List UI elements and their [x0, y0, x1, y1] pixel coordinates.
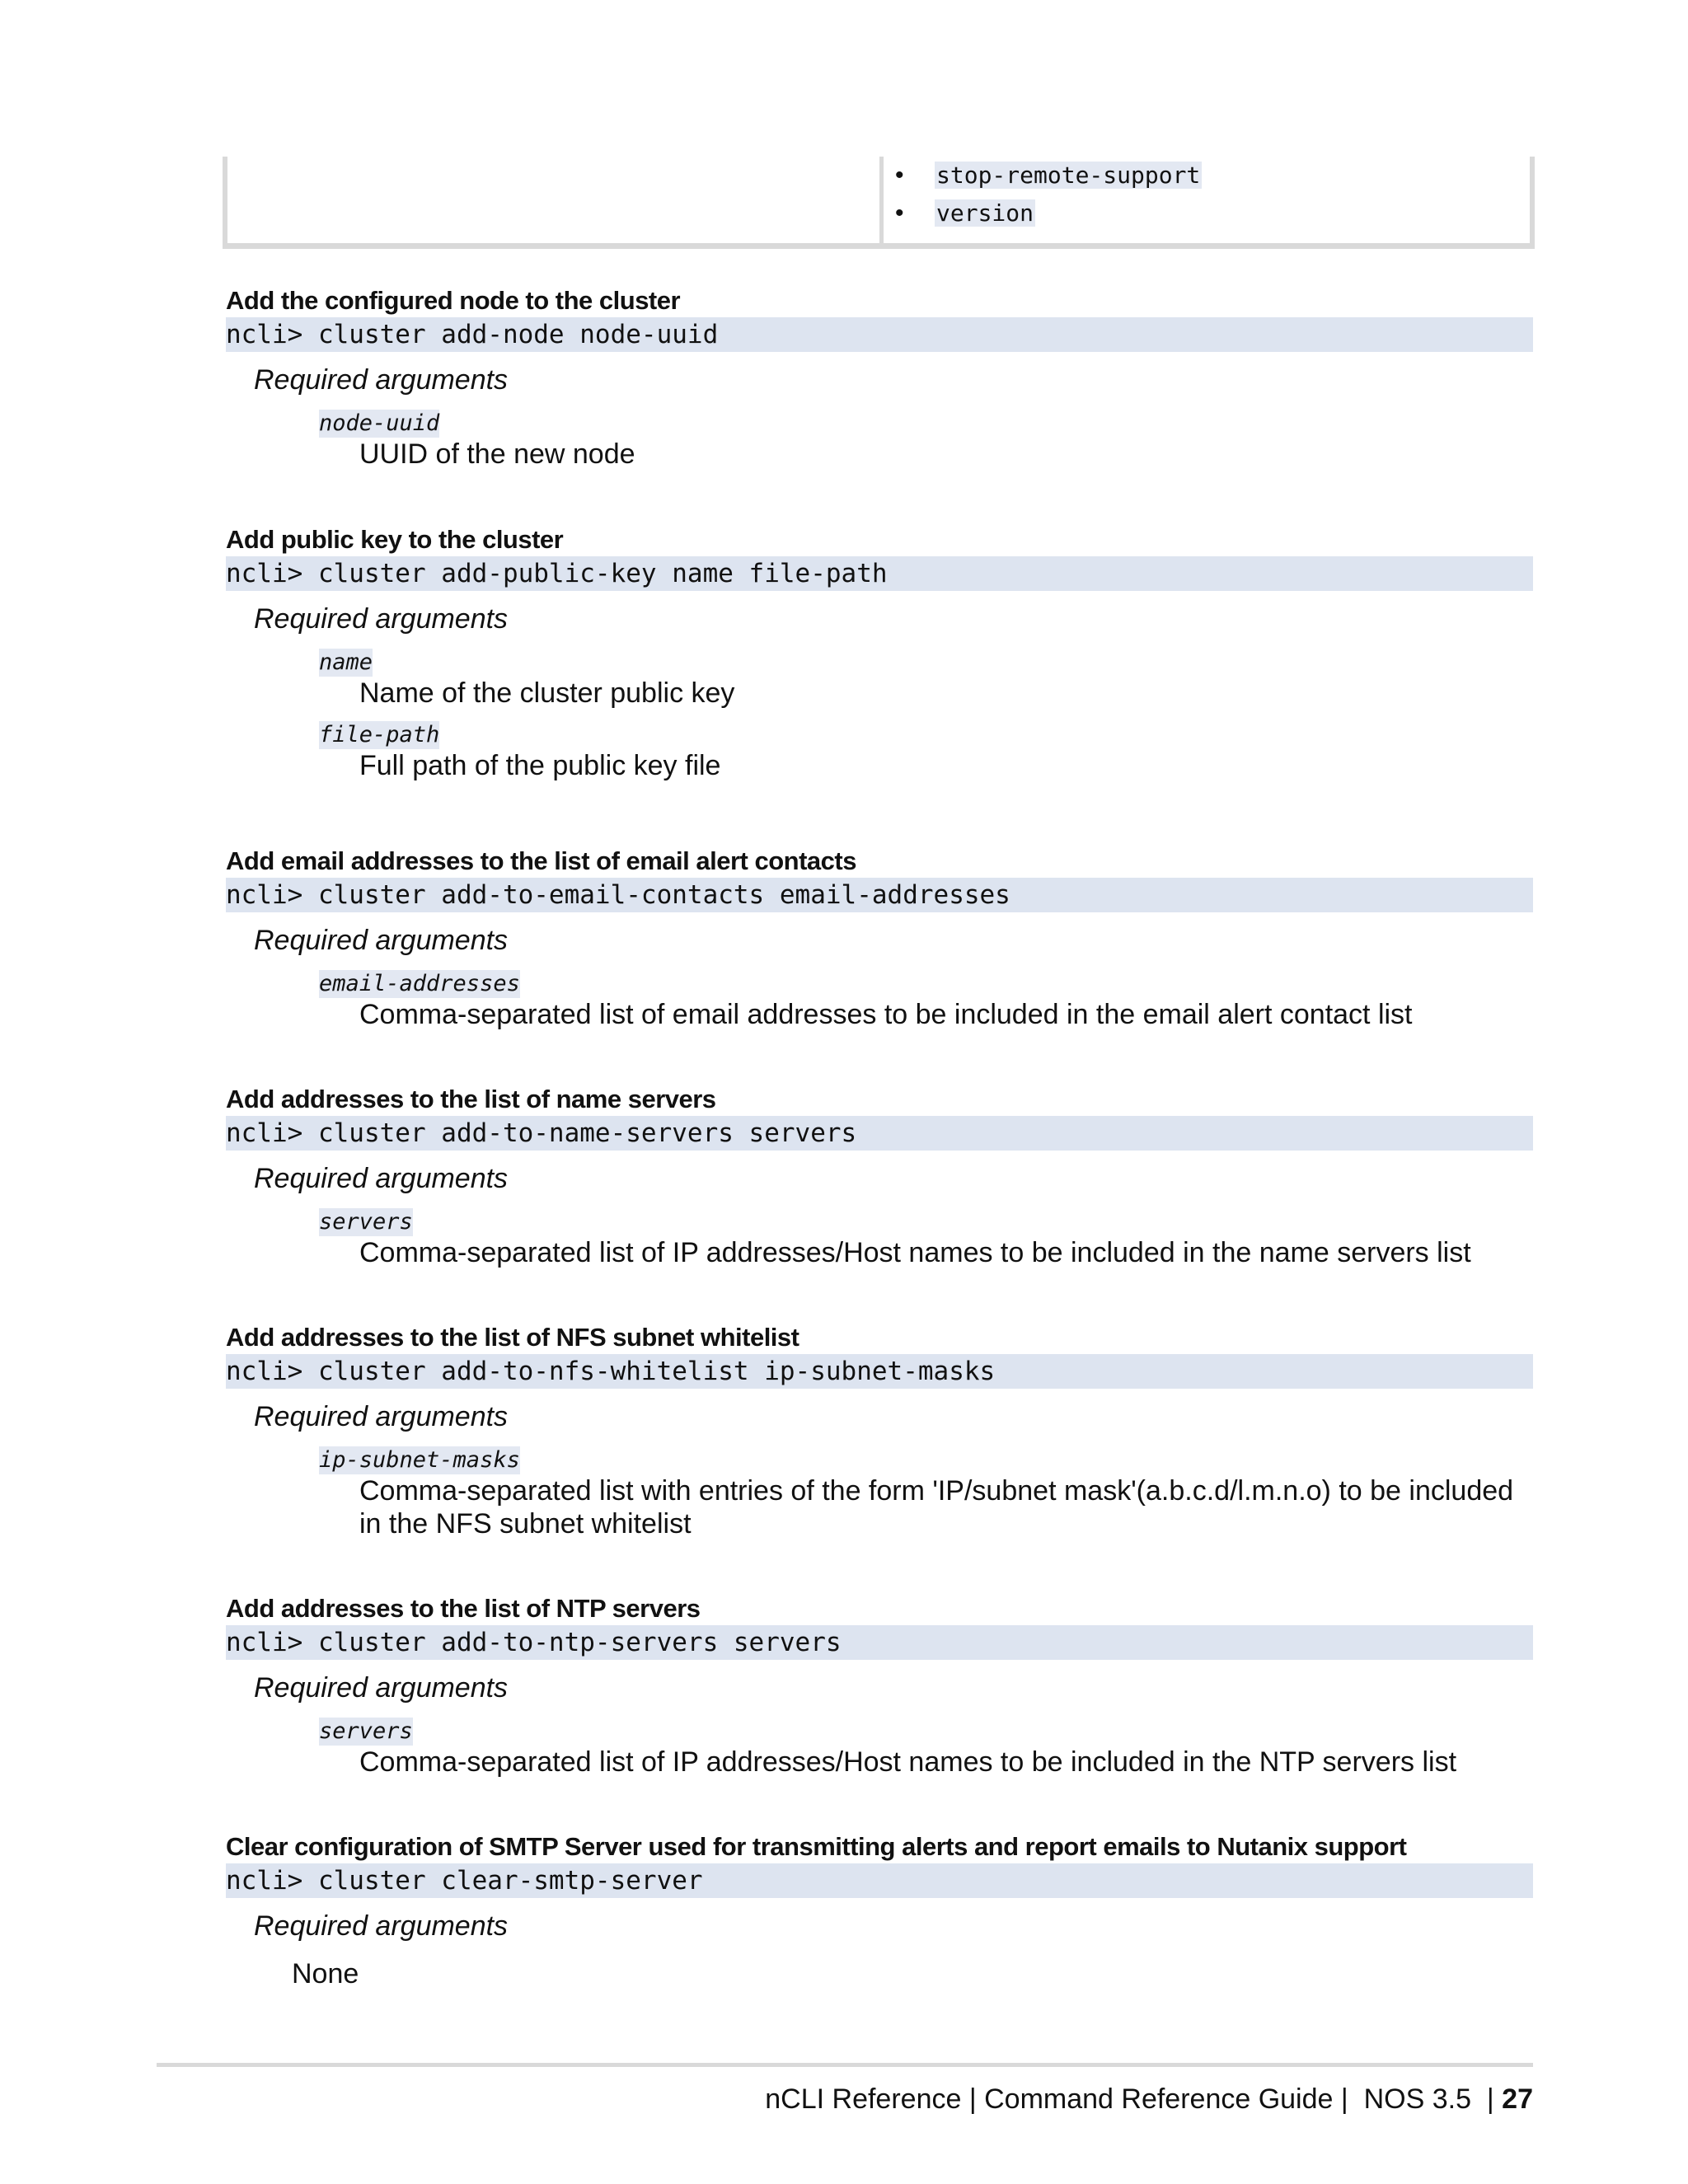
command-line: ncli> cluster add-public-key name file-path	[226, 556, 1533, 591]
argument	[319, 398, 1533, 471]
command-section-add-to-ntp-servers	[226, 1592, 1533, 1830]
command-line: ncli> cluster clear-smtp-server	[226, 1863, 1533, 1898]
required-arguments-heading: Required arguments	[254, 1910, 509, 1942]
command-line: ncli> cluster add-node node-uuid	[226, 317, 1533, 352]
subcommand-list	[887, 157, 1202, 232]
required-arguments-heading: Required arguments	[254, 603, 509, 635]
required-arguments-heading: Required arguments	[254, 364, 509, 396]
argument	[319, 1197, 1533, 1269]
argument	[319, 958, 1533, 1031]
command-line: ncli> cluster add-to-email-contacts email-addresses	[226, 878, 1533, 912]
argument-description: Comma-separated list of IP addresses/Host names to be included in the name servers list	[359, 1237, 1471, 1268]
list-item	[887, 194, 1202, 232]
argument-name: servers	[319, 1209, 413, 1235]
section-heading: Add addresses to the list of NTP servers	[226, 1594, 701, 1623]
argument-description: Comma-separated list of IP addresses/Host names to be included in the NTP servers list	[359, 1746, 1457, 1778]
argument-description: Comma-separated list with entries of the form 'IP/subnet mask'(a.b.c.d/l.m.n.o) to be included in the NFS subnet whitelist	[359, 1475, 1514, 1540]
argument-name: ip-subnet-masks	[319, 1447, 520, 1473]
footer-divider	[157, 2063, 1533, 2067]
bullet-icon: •	[895, 199, 904, 227]
argument-name: servers	[319, 1718, 413, 1744]
section-heading: Add email addresses to the list of email alert contacts	[226, 846, 856, 875]
argument-description: Full path of the public key file	[359, 750, 721, 781]
argument-name: node-uuid	[319, 410, 440, 436]
command-sections	[226, 284, 1533, 1990]
section-heading: Add the configured node to the cluster	[226, 286, 681, 315]
subcommand-name: version	[936, 199, 1034, 227]
command-section-add-node	[226, 284, 1533, 523]
command-line: ncli> cluster add-to-name-servers servers	[226, 1116, 1533, 1151]
argument-description: Comma-separated list of email addresses to be included in the email alert contact list	[359, 999, 1413, 1030]
table-fragment	[223, 157, 1535, 249]
subcommand-name: stop-remote-support	[936, 162, 1201, 189]
argument-name: file-path	[319, 722, 440, 748]
page-footer	[765, 2083, 1533, 2116]
argument-name: name	[319, 649, 373, 675]
command-section-add-public-key	[226, 523, 1533, 845]
argument-name: email-addresses	[319, 971, 520, 996]
page-number: 27	[1502, 2083, 1533, 2115]
command-section-add-to-name-servers	[226, 1083, 1533, 1321]
table-column-divider	[879, 157, 884, 243]
command-section-clear-smtp-server	[226, 1830, 1533, 1990]
argument-description: Name of the cluster public key	[359, 677, 735, 709]
command-section-add-to-email-contacts	[226, 845, 1533, 1083]
no-arguments-text: None	[292, 1958, 359, 1990]
argument	[319, 637, 1533, 710]
argument	[319, 1706, 1533, 1779]
command-line: ncli> cluster add-to-nfs-whitelist ip-subnet-masks	[226, 1354, 1533, 1389]
section-heading: Clear configuration of SMTP Server used for transmitting alerts and report emails to Nutanix support	[226, 1832, 1407, 1861]
argument-description: UUID of the new node	[359, 438, 635, 470]
section-heading: Add public key to the cluster	[226, 525, 564, 554]
required-arguments-heading: Required arguments	[254, 1401, 509, 1432]
required-arguments-heading: Required arguments	[254, 1163, 509, 1194]
required-arguments-heading: Required arguments	[254, 925, 509, 956]
argument	[319, 1435, 1533, 1540]
required-arguments-heading: Required arguments	[254, 1672, 509, 1704]
section-heading: Add addresses to the list of NFS subnet whitelist	[226, 1323, 799, 1352]
command-line: ncli> cluster add-to-ntp-servers servers	[226, 1625, 1533, 1660]
footer-title: nCLI Reference | Command Reference Guide | NOS 3.5 |	[765, 2083, 1503, 2115]
command-section-add-to-nfs-whitelist	[226, 1321, 1533, 1592]
bullet-icon: •	[895, 162, 904, 189]
argument	[319, 710, 1533, 782]
list-item	[887, 157, 1202, 194]
section-heading: Add addresses to the list of name servers	[226, 1085, 716, 1113]
